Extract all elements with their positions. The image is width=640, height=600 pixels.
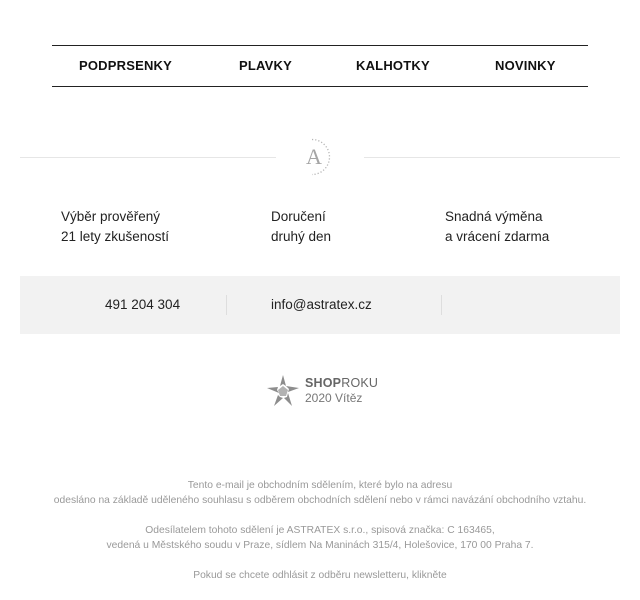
nav-link-plavky[interactable]: PLAVKY bbox=[239, 58, 292, 73]
benefit-returns-line1: Snadná výměna bbox=[445, 209, 543, 224]
footer-line-2: odesláno na základě uděleného souhlasu s odběrem obchodních sdělení nebo v rámci navázání obchodního vztahu. bbox=[53, 495, 587, 506]
divider-left bbox=[20, 157, 276, 158]
logo-letter: A bbox=[306, 144, 322, 169]
shop-roku-badge[interactable] bbox=[266, 374, 396, 410]
footer-line-3: Odesílatelem tohoto sdělení je ASTRATEX s.r.o., spisová značka: C 163465, bbox=[145, 525, 495, 536]
contact-separator bbox=[441, 295, 442, 315]
main-navigation bbox=[52, 45, 588, 87]
shop-roku-subtitle: 2020 Vítěz bbox=[305, 391, 363, 405]
benefit-selection-line2: 21 lety zkušeností bbox=[61, 229, 170, 244]
benefit-selection bbox=[61, 207, 169, 247]
benefit-delivery bbox=[271, 207, 331, 247]
footer-unsubscribe-text[interactable]: Pokud se chcete odhlásit z odběru newsletteru, klikněte bbox=[193, 570, 447, 581]
divider-right bbox=[364, 157, 620, 158]
benefit-delivery-line2: druhý den bbox=[271, 229, 332, 244]
benefit-delivery-line1: Doručení bbox=[271, 209, 326, 224]
shop-roku-title bbox=[305, 376, 378, 390]
footer-line-1: Tento e-mail je obchodním sdělením, které bylo na adresu bbox=[187, 480, 453, 491]
contact-bar bbox=[20, 276, 620, 334]
footer-line-4: vedená u Městského soudu v Praze, sídlem Na Maninách 315/4, Holešovice, 170 00 Praha 7. bbox=[106, 540, 534, 551]
nav-link-novinky[interactable]: NOVINKY bbox=[495, 58, 556, 73]
benefit-returns bbox=[445, 207, 549, 247]
contact-separator bbox=[226, 295, 227, 315]
shop-roku-star-icon bbox=[266, 374, 300, 408]
contact-email-link[interactable]: info@astratex.cz bbox=[271, 297, 372, 312]
benefit-returns-line2: a vrácení zdarma bbox=[445, 229, 550, 244]
shop-roku-title-roku: ROKU bbox=[341, 376, 379, 390]
nav-link-kalhotky[interactable]: KALHOTKY bbox=[356, 58, 430, 73]
contact-phone-link[interactable]: 491 204 304 bbox=[105, 297, 181, 312]
shop-roku-title-shop: SHOP bbox=[305, 376, 342, 390]
astratex-logo bbox=[296, 138, 334, 176]
benefit-selection-line1: Výběr prověřený bbox=[61, 209, 161, 224]
nav-link-podprsenky[interactable]: PODPRSENKY bbox=[79, 58, 173, 73]
